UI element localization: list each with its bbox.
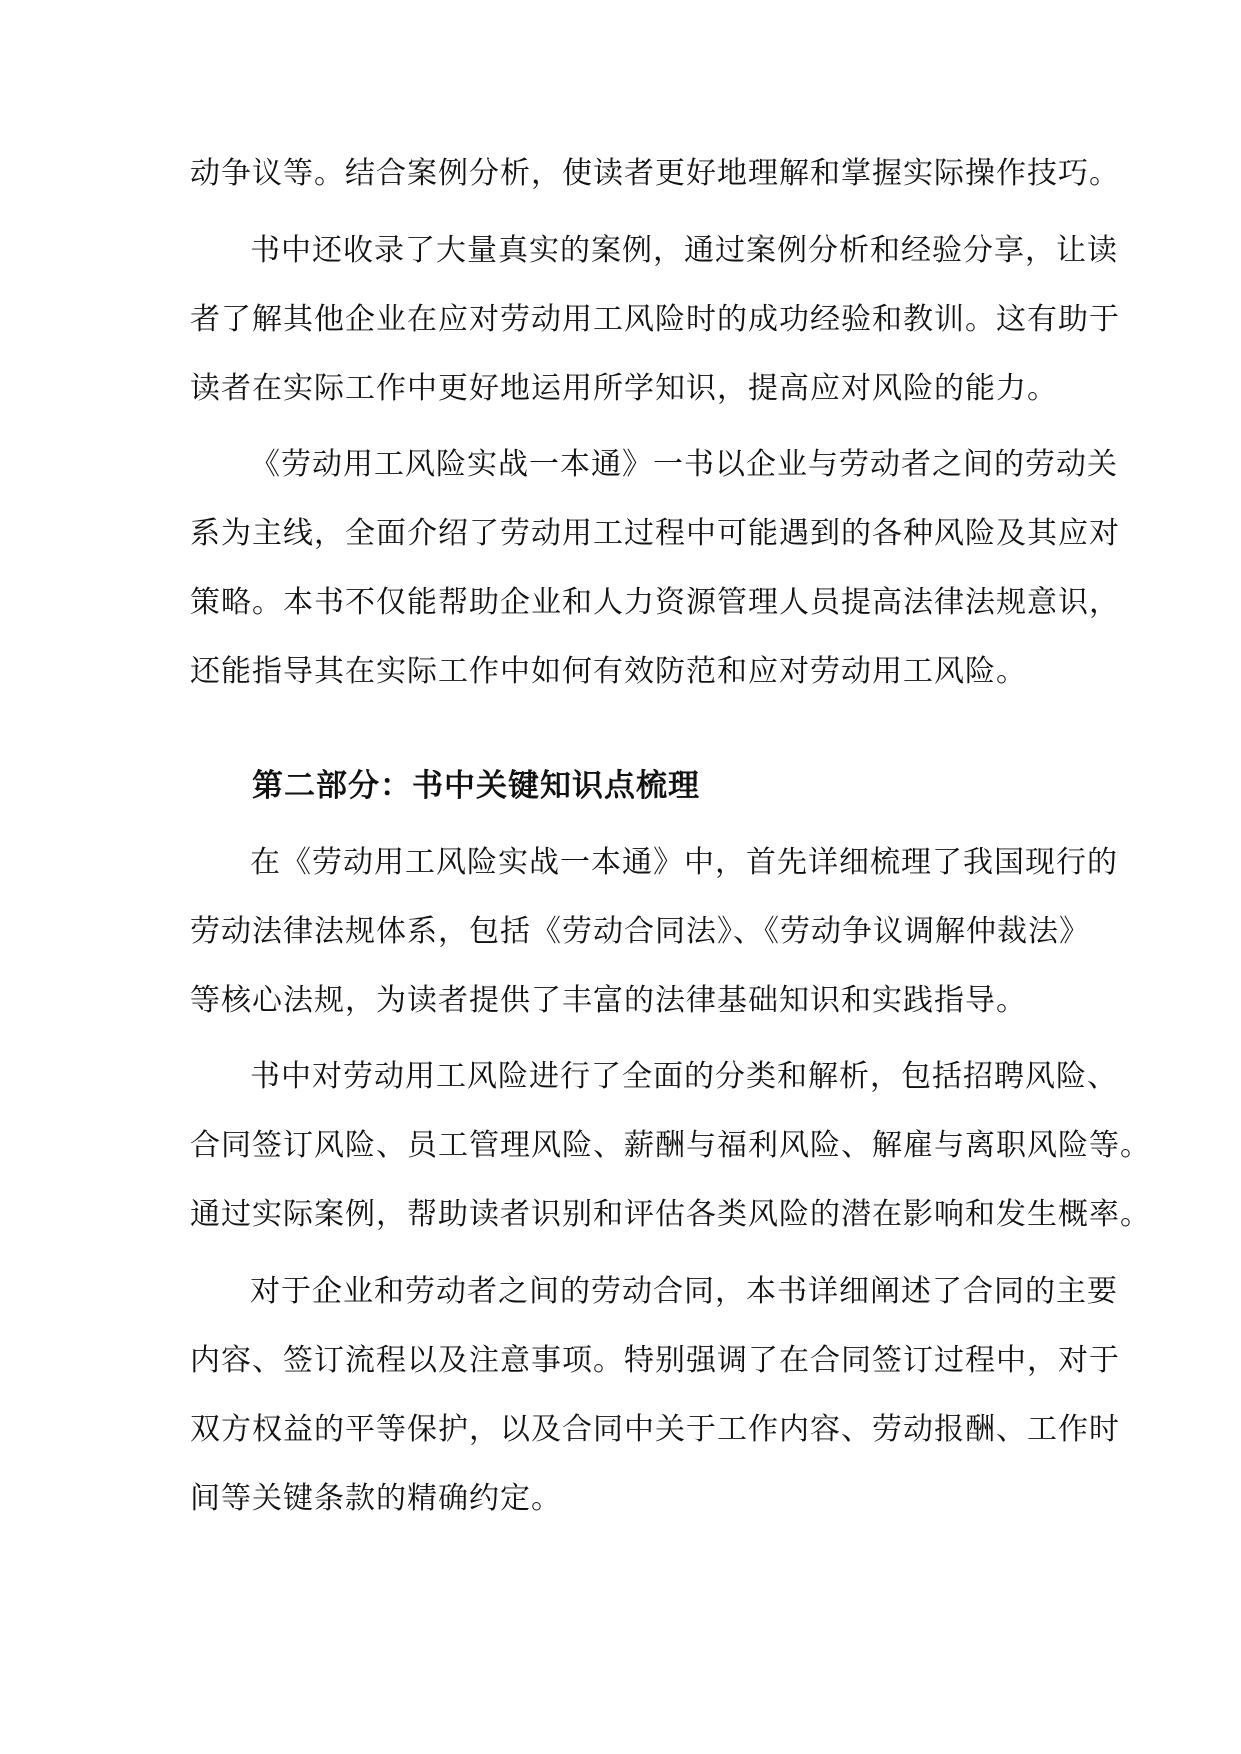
paragraph-line: 在《劳动用工风险实战一本通》中，首先详细梳理了我国现行的 bbox=[250, 845, 1118, 880]
paragraph-line: 书中对劳动用工风险进行了全面的分类和解析，包括招聘风险、 bbox=[250, 1059, 1118, 1094]
paragraph-line: 通过实际案例，帮助读者识别和评估各类风险的潜在影响和发生概率。 bbox=[190, 1197, 1151, 1232]
paragraph-line: 劳动法律法规体系，包括《劳动合同法》、《劳动争议调解仲裁法》 bbox=[190, 914, 1090, 949]
paragraph-line: 还能指导其在实际工作中如何有效防范和应对劳动用工风险。 bbox=[190, 654, 1027, 689]
paragraph-line: 双方权益的平等保护，以及合同中关于工作内容、劳动报酬、工作时 bbox=[190, 1412, 1120, 1447]
paragraph-line: 《劳动用工风险实战一本通》一书以企业与劳动者之间的劳动关 bbox=[250, 447, 1118, 482]
paragraph-line: 书中还收录了大量真实的案例，通过案例分析和经验分享，让读 bbox=[250, 233, 1118, 268]
paragraph-line: 间等关键条款的精确约定。 bbox=[190, 1481, 562, 1516]
paragraph-line: 系为主线，全面介绍了劳动用工过程中可能遇到的各种风险及其应对 bbox=[190, 516, 1120, 551]
paragraph-line: 读者在实际工作中更好地运用所学知识，提高应对风险的能力。 bbox=[190, 371, 1058, 406]
paragraph-line: 等核心法规，为读者提供了丰富的法律基础知识和实践指导。 bbox=[190, 983, 1027, 1018]
paragraph-line: 合同签订风险、员工管理风险、薪酬与福利风险、解雇与离职风险等。 bbox=[190, 1128, 1151, 1163]
paragraph-line: 动争议等。结合案例分析，使读者更好地理解和掌握实际操作技巧。 bbox=[190, 156, 1120, 191]
paragraph-line: 者了解其他企业在应对劳动用工风险时的成功经验和教训。这有助于 bbox=[190, 302, 1120, 337]
paragraph-line: 内容、签订流程以及注意事项。特别强调了在合同签订过程中，对于 bbox=[190, 1343, 1120, 1378]
section-heading: 第二部分：书中关键知识点梳理 bbox=[252, 768, 700, 804]
paragraph-line: 对于企业和劳动者之间的劳动合同，本书详细阐述了合同的主要 bbox=[250, 1274, 1118, 1309]
paragraph-line: 策略。本书不仅能帮助企业和人力资源管理人员提高法律法规意识， bbox=[190, 585, 1120, 620]
